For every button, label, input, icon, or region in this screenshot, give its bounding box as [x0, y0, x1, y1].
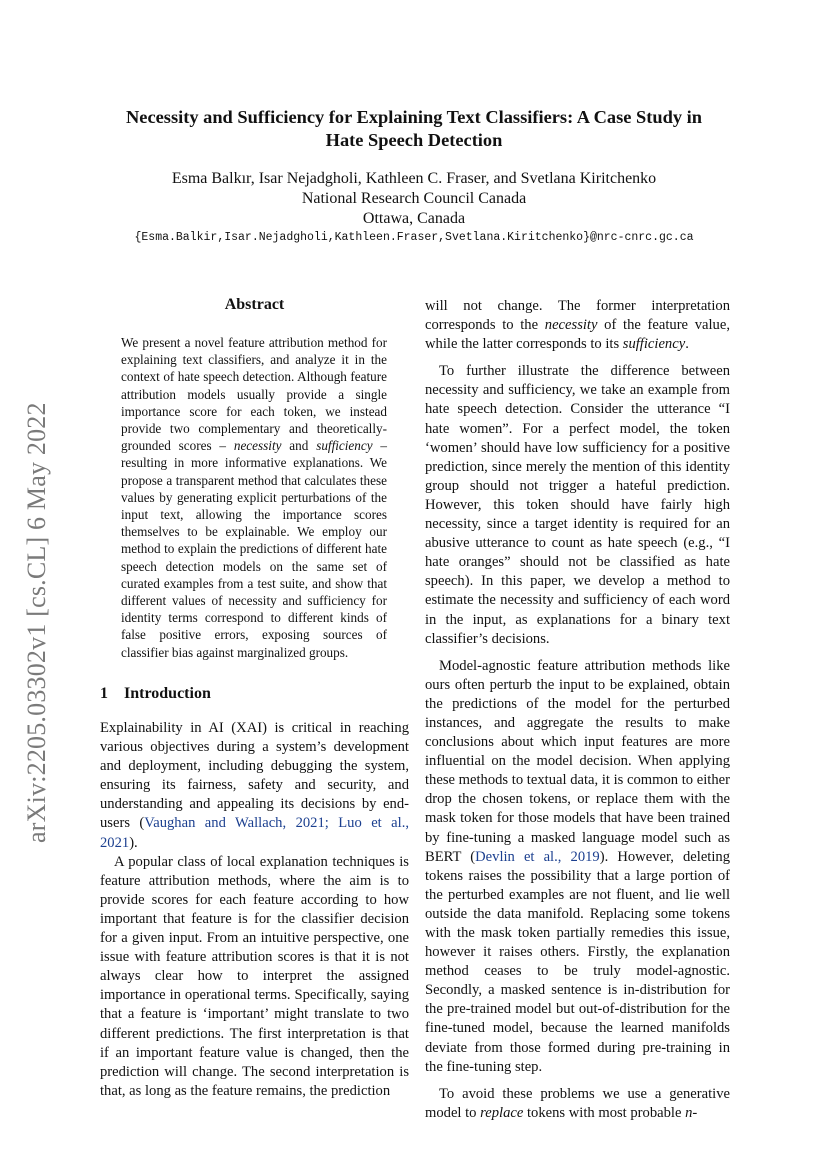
right-column-body: [425, 297, 730, 1123]
rp0-c: .: [685, 336, 689, 353]
section-number: 1: [100, 685, 108, 702]
rp3-em-n: n: [685, 1104, 693, 1121]
abstract-and: and: [281, 438, 317, 454]
title-line-2: Hate Speech Detection: [325, 130, 503, 150]
rp0-em-sufficiency: sufficiency: [622, 336, 686, 353]
section-heading-introduction: [100, 685, 211, 703]
author-block: [92, 169, 736, 229]
abstract-em-necessity: necessity: [233, 438, 282, 454]
abstract-text-a: We present a novel feature attribution method for explaining text classifiers, and analyze it in the context of hate speech detection. Although feature attribution models usually provide a single importance score for each token, we instead provide two complementary and theoretically-grounded scores –: [121, 335, 387, 454]
abstract-text-b: – resulting in more informative explanations. We propose a transparent method that calculates these values by generating explicit perturbations of the input text, allowing the importance scores themselves to be explainable. We employ our method to explain the predictions of different hate speech detection models on the same set of curated examples from a test suite, and show that different values of necessity and sufficiency for identity terms correspond to different kinds of false positive errors, exposing sources of classifier bias against marginalized groups.: [121, 438, 388, 660]
location: Ottawa, Canada: [362, 210, 466, 227]
left-column-body: [100, 719, 409, 1101]
rp3-em-replace: replace: [480, 1104, 524, 1121]
rp2-a: Model-agnostic feature attribution methods like ours often perturb the input to be explained, obtain the predictions of the model for the perturbed instances, and aggregate the results to make conclusions about which input features are more influential on the model decision. When applying these methods to textual data, it is common to either drop the chosen tokens, or replace them with the mask token for those models that have been trained by fine-tuning a masked language model such as BERT (: [425, 657, 730, 865]
intro-paragraph-1: [100, 719, 409, 853]
abstract-body: [121, 334, 387, 661]
citation-link-devlin[interactable]: Devlin et al., 2019: [475, 848, 600, 865]
rp0-b: of the feature value, while the latter corresponds to its: [425, 317, 730, 353]
right-paragraph-1: To further illustrate the difference between necessity and sufficiency, we take an example from hate speech detection. Consider the utterance “I hate women”. For a perfect model, the token ‘women’ should have low sufficiency for a positive prediction, since merely the mention of this identity group should not trigger a hateful prediction. However, this token should have fairly high necessity, since a target identity is required for an abusive utterance to count as hate speech (e.g., “I hate oranges” should not be classified as hate speech). In this paper, we develop a method to estimate the necessity and sufficiency of each word in the input, as explanations for a binary text classifier’s decisions.: [425, 363, 730, 647]
authors: Esma Balkır, Isar Nejadgholi, Kathleen C. Fraser, and Svetlana Kiritchenko: [171, 170, 657, 187]
rp3-c: -: [692, 1104, 698, 1121]
affiliation: National Research Council Canada: [301, 190, 527, 207]
paper-title: [92, 106, 736, 152]
intro-paragraph-2: A popular class of local explanation techniques is feature attribution methods, where the aim is to provide scores for each feature according to how important that feature is for the classifier decision for a given input. From an intuitive perspective, one issue with feature attribution scores is that it is not always clear how to interpret the assigned importance in operational terms. Specifically, saying that a feature is ‘important’ might translate to two different predictions. The first interpretation is that if an important feature value is changed, then the prediction will change. The second interpretation is that, as long as the feature remains, the prediction: [100, 853, 409, 1099]
author-emails: {Esma.Balkir,Isar.Nejadgholi,Kathleen.Fraser,Svetlana.Kiritchenko}@nrc-cnrc.gc.ca: [134, 231, 694, 244]
rp3-b: tokens with most probable: [523, 1104, 686, 1121]
rp0-em-necessity: necessity: [544, 317, 598, 334]
abstract-em-sufficiency: sufficiency: [316, 438, 373, 454]
intro-p1-end: ).: [129, 834, 138, 851]
rp0-a: will not change. The former interpretation corresponds to the: [425, 298, 730, 334]
right-paragraph-0: [425, 297, 730, 354]
arxiv-stamp: arXiv:2205.03302v1 [cs.CL] 6 May 2022: [22, 402, 51, 843]
section-title: Introduction: [124, 685, 211, 702]
intro-p1-text: Explainability in AI (XAI) is critical in reaching various objectives during a system’s development and deployment, including debugging the system, ensuring its fairness, safety and security, and understanding and appealing its decisions by end-users (: [100, 720, 409, 832]
rp2-b: ). However, deleting tokens raises the possibility that a large portion of the perturbed examples are not fluent, and lie well outside the data manifold. Replacing some tokens with the mask token partially remedies this issue, however it raises others. Firstly, the explanation method ceases to be truly model-agnostic. Secondly, a masked sentence is in-distribution for the pre-trained model but out-of-distribution for the fine-tuned model, because the learned manifolds deviate from those formed during pre-training in the fine-tuning step.: [425, 848, 730, 1075]
title-line-1: Necessity and Sufficiency for Explaining Text Classifiers: A Case Study in: [126, 107, 702, 127]
right-paragraph-3: [425, 1085, 730, 1123]
abstract-heading: Abstract: [224, 296, 285, 313]
right-paragraph-2: [425, 657, 730, 1077]
citation-link[interactable]: Vaughan and Wallach, 2021; Luo et al., 2021: [100, 815, 409, 851]
rp3-a: To avoid these problems we use a generative model to: [425, 1085, 730, 1121]
